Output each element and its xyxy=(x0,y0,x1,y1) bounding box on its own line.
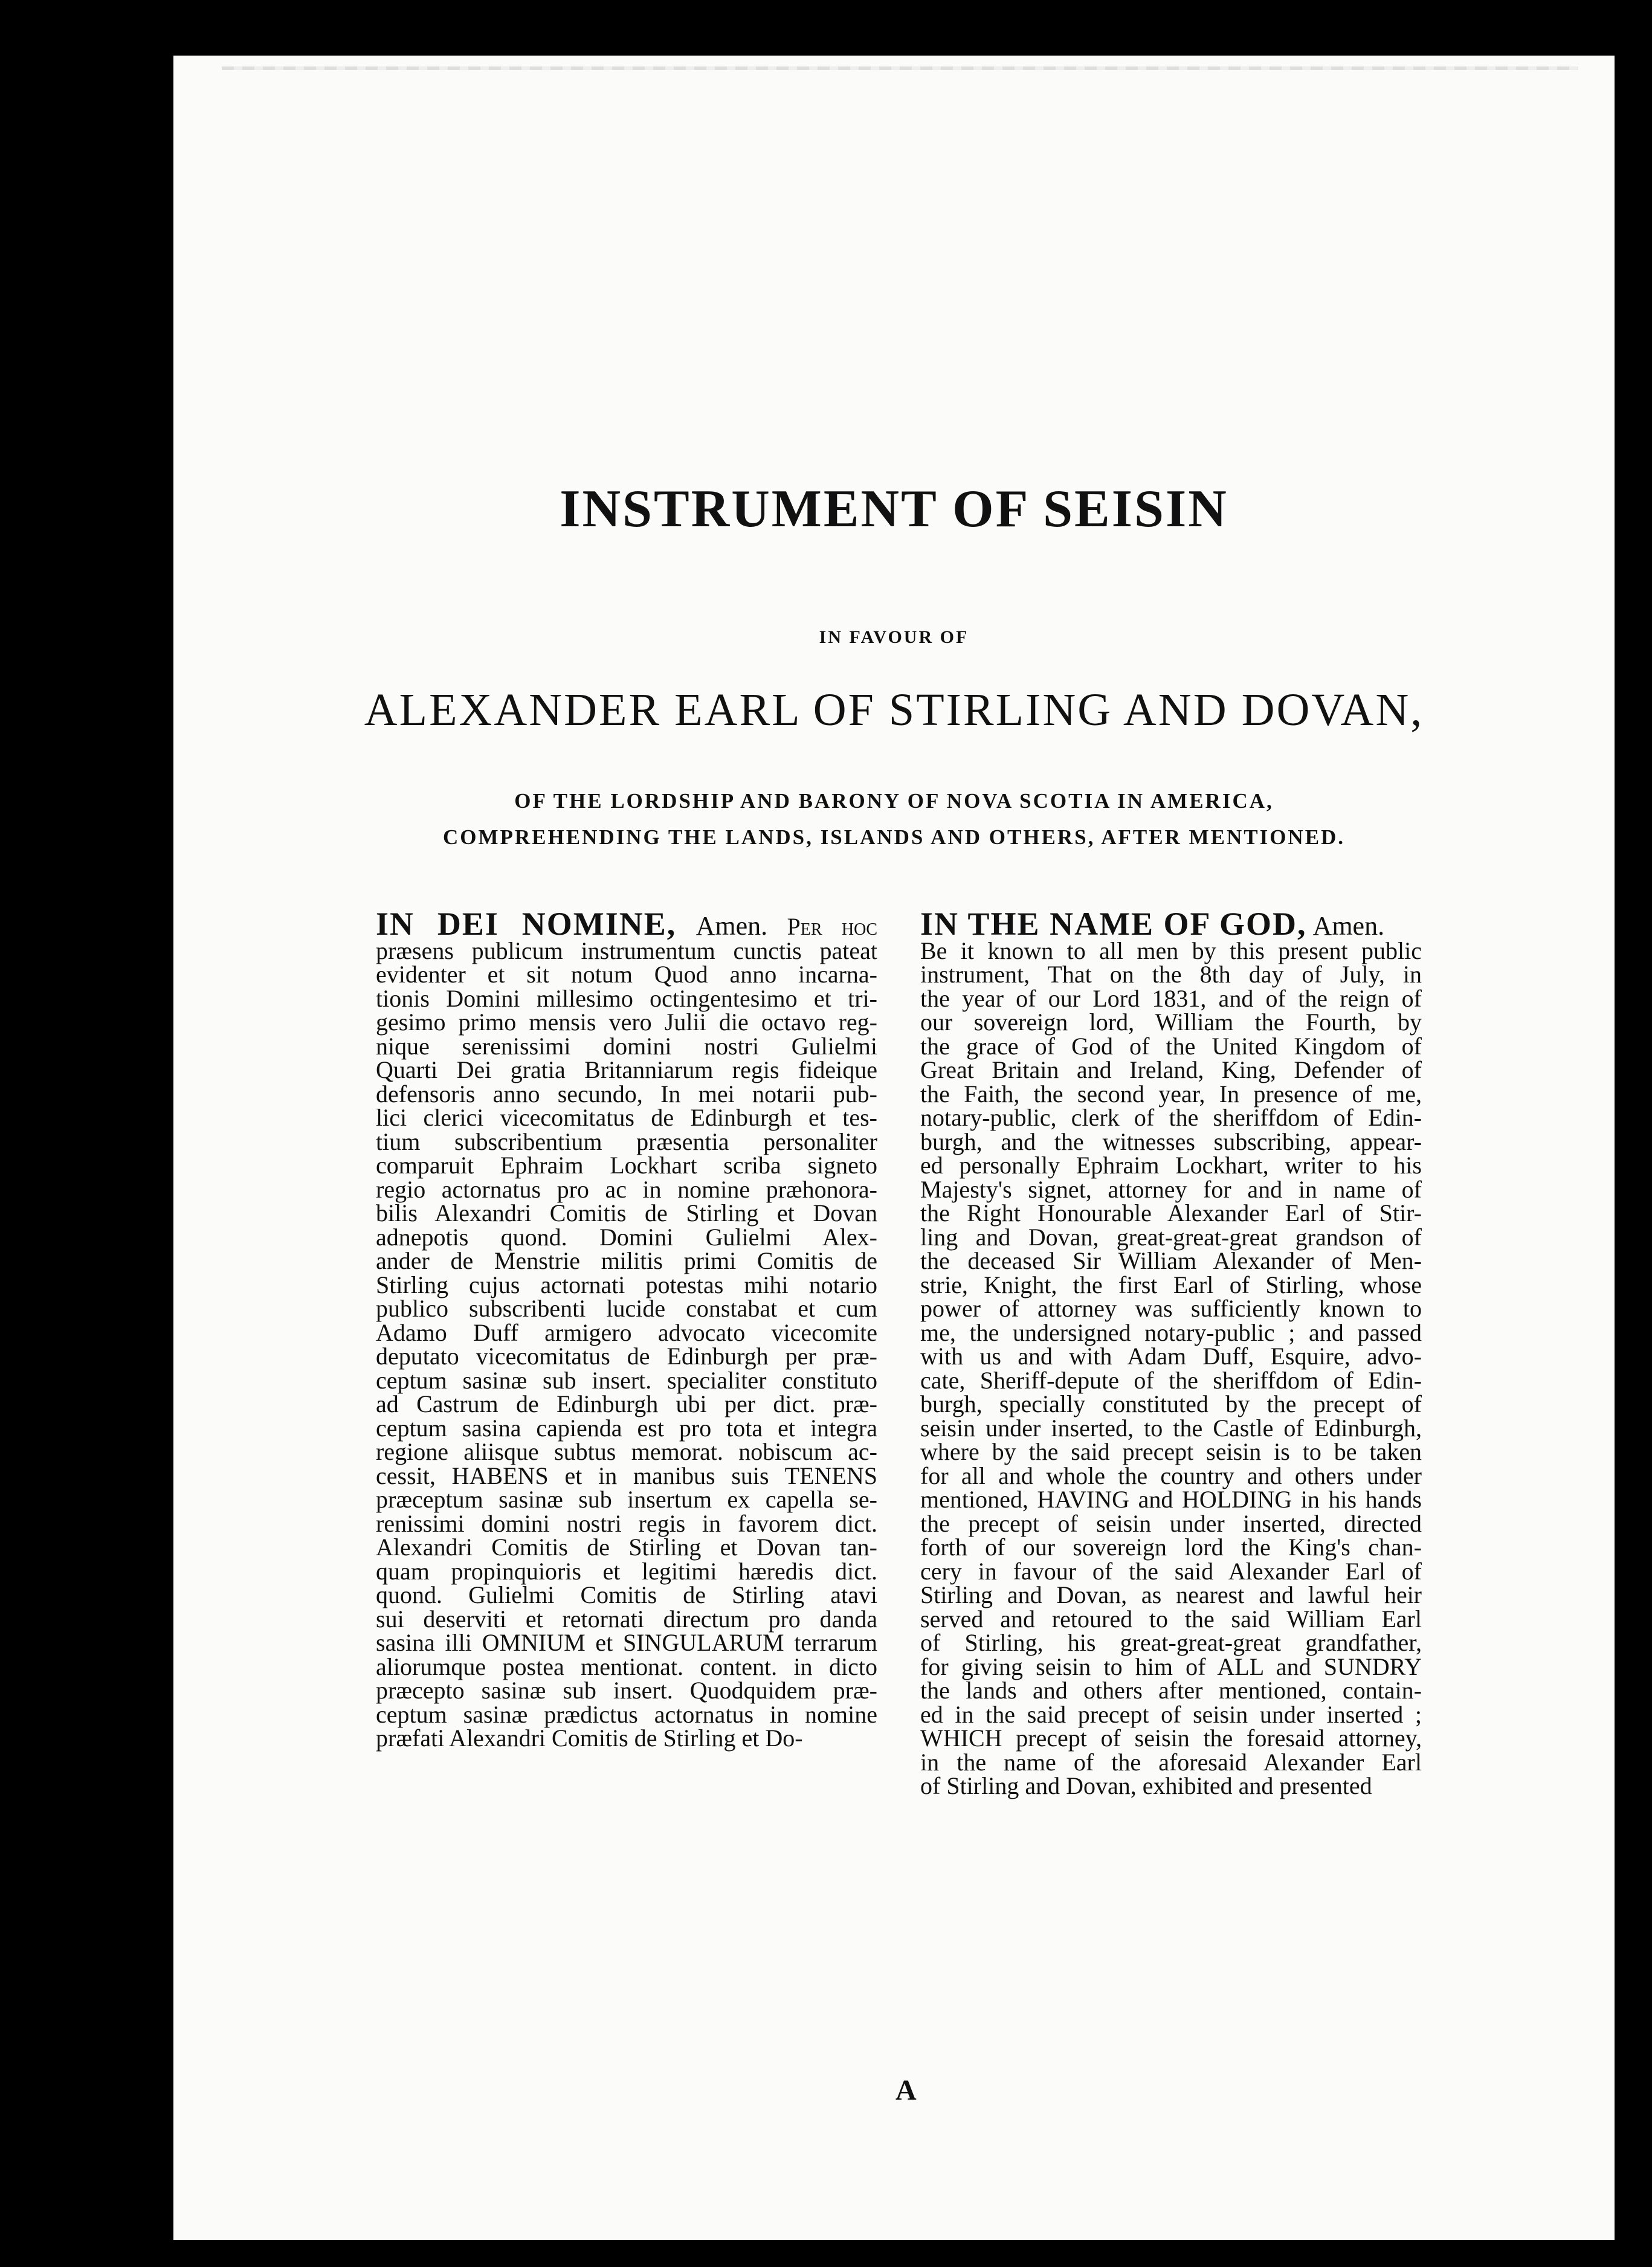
latin-column xyxy=(376,906,877,1752)
english-text-line: our sovereign lord, William the Fourth, by xyxy=(920,1008,1422,1036)
latin-text-line: aliorumque postea mentionat. content. in dicto xyxy=(376,1653,877,1680)
latin-text-line: defensoris anno secundo, In mei notarii pub- xyxy=(376,1080,877,1108)
latin-text-line: gesimo primo mensis vero Julii die octavo reg- xyxy=(376,1008,877,1036)
english-text-line: Great Britain and Ireland, King, Defender of xyxy=(920,1056,1422,1083)
in-favour-label: IN FAVOUR OF xyxy=(819,627,969,647)
english-text-line: forth of our sovereign lord the King's chan- xyxy=(920,1533,1422,1561)
document-page xyxy=(173,56,1615,2240)
english-text-line: mentioned, HAVING and HOLDING in his hands xyxy=(920,1486,1422,1513)
english-text-line: notary-public, clerk of the sheriffdom of Edin- xyxy=(920,1104,1422,1131)
english-text-line: of Stirling, his great-great-great grandfather, xyxy=(920,1629,1422,1656)
latin-text-line: tionis Domini millesimo octingentesimo et tri- xyxy=(376,984,877,1012)
latin-text-line: ceptum sasinæ prædictus actornatus in nomine xyxy=(376,1700,877,1728)
english-text-line: the lands and others after mentioned, contain- xyxy=(920,1677,1422,1704)
latin-text-line: quam propinquioris et legitimi hæredis dict. xyxy=(376,1557,877,1585)
english-text-line: Be it known to all men by this present public xyxy=(920,937,1422,964)
latin-text-line: nique serenissimi domini nostri Gulielmi xyxy=(376,1032,877,1060)
latin-text-line: renissimi domini nostri regis in favorem dict. xyxy=(376,1509,877,1537)
signature-mark: A xyxy=(895,2074,917,2106)
english-text-line: the Right Honourable Alexander Earl of Stir- xyxy=(920,1199,1422,1227)
latin-text-line: Alexandri Comitis de Stirling et Dovan tan- xyxy=(376,1533,877,1561)
english-text-line: Majesty's signet, attorney for and in name of xyxy=(920,1175,1422,1203)
english-text-line: for all and whole the country and others under xyxy=(920,1462,1422,1489)
english-text-line: ed in the said precept of seisin under inserted ; xyxy=(920,1700,1422,1728)
english-text-line: burgh, specially constituted by the precept of xyxy=(920,1390,1422,1417)
earl-title: ALEXANDER EARL OF STIRLING AND DOVAN, xyxy=(364,685,1424,735)
english-heading: IN THE NAME OF GOD, xyxy=(920,906,1307,942)
latin-text-line: præsens publicum instrumentum cunctis pateat xyxy=(376,937,877,964)
latin-text-line: tium subscribentium præsentia personaliter xyxy=(376,1127,877,1155)
latin-text-line: ander de Menstrie militis primi Comitis de xyxy=(376,1247,877,1274)
english-text-line: Stirling and Dovan, as nearest and lawful heir xyxy=(920,1581,1422,1608)
scan-edge-artifact xyxy=(222,66,1578,70)
english-text-line: seisin under inserted, to the Castle of Edinburgh, xyxy=(920,1414,1422,1442)
english-text-line: WHICH precept of seisin the foresaid attorney, xyxy=(920,1724,1422,1752)
subtitle xyxy=(173,783,1615,856)
english-text-line: burgh, and the witnesses subscribing, appear- xyxy=(920,1127,1422,1155)
latin-first-line-rest: Per hoc xyxy=(787,913,877,940)
english-text-line: the deceased Sir William Alexander of Men- xyxy=(920,1247,1422,1274)
english-text-line: instrument, That on the 8th day of July, in xyxy=(920,961,1422,988)
english-text-line: ed personally Ephraim Lockhart, writer to his xyxy=(920,1152,1422,1179)
latin-text-line: lici clerici vicecomitatus de Edinburgh et tes- xyxy=(376,1104,877,1131)
latin-heading: IN DEI NOMINE, xyxy=(376,906,677,942)
latin-text-line: publico subscribenti lucide constabat et cum xyxy=(376,1295,877,1322)
english-text-line: of Stirling and Dovan, exhibited and presented xyxy=(920,1772,1372,1799)
latin-text-line: sui deserviti et retornati directum pro danda xyxy=(376,1605,877,1633)
latin-text-line: præceptum sasinæ sub insertum ex capella se- xyxy=(376,1486,877,1513)
latin-text-line: ceptum sasinæ sub insert. specialiter constituto xyxy=(376,1366,877,1394)
latin-text-line: ceptum sasina capienda est pro tota et integra xyxy=(376,1414,877,1442)
latin-text-line: adnepotis quond. Domini Gulielmi Alex- xyxy=(376,1223,877,1251)
english-text-line: cate, Sheriff-depute of the sheriffdom of Edin- xyxy=(920,1366,1422,1394)
latin-text-line: Quarti Dei gratia Britanniarum regis fideique xyxy=(376,1056,877,1083)
latin-text-line: sasina illi OMNIUM et SINGULARUM terrarum xyxy=(376,1629,877,1656)
english-text-line: the Faith, the second year, In presence of me, xyxy=(920,1080,1422,1108)
english-text-line: served and retoured to the said William Earl xyxy=(920,1605,1422,1633)
latin-text-line: quond. Gulielmi Comitis de Stirling atavi xyxy=(376,1581,877,1608)
subtitle-line: COMPREHENDING THE LANDS, ISLANDS AND OTHERS, AFTER MENTIONED. xyxy=(442,825,1346,849)
english-text-line: strie, Knight, the first Earl of Stirling, whose xyxy=(920,1271,1422,1298)
latin-text-line: evidenter et sit notum Quod anno incarna- xyxy=(376,961,877,988)
english-text-line: where by the said precept seisin is to be taken xyxy=(920,1438,1422,1465)
english-text-line: the year of our Lord 1831, and of the reign of xyxy=(920,984,1422,1012)
latin-text-line: bilis Alexandri Comitis de Stirling et Dovan xyxy=(376,1199,877,1227)
english-text-line: for giving seisin to him of ALL and SUNDRY xyxy=(920,1653,1422,1680)
subtitle-line: OF THE LORDSHIP AND BARONY OF NOVA SCOTIA IN AMERICA, xyxy=(514,789,1274,813)
latin-text-line: ad Castrum de Edinburgh ubi per dict. præ- xyxy=(376,1390,877,1417)
english-text-line: ling and Dovan, great-great-great grandson of xyxy=(920,1223,1422,1251)
english-body xyxy=(920,939,1422,1798)
latin-text-line: comparuit Ephraim Lockhart scriba signeto xyxy=(376,1152,877,1179)
latin-text-line: præfati Alexandri Comitis de Stirling et Do- xyxy=(376,1724,803,1752)
english-text-line: power of attorney was sufficiently known to xyxy=(920,1295,1422,1322)
latin-text-line: Adamo Duff armigero advocato vicecomite xyxy=(376,1318,877,1346)
english-text-line: with us and with Adam Duff, Esquire, advo- xyxy=(920,1343,1422,1370)
latin-text-line: regione aliisque subtus memorat. nobiscum ac- xyxy=(376,1438,877,1465)
english-text-line: cery in favour of the said Alexander Earl of xyxy=(920,1557,1422,1585)
latin-text-line: deputato vicecomitatus de Edinburgh per præ- xyxy=(376,1343,877,1370)
latin-text-line: præcepto sasinæ sub insert. Quodquidem præ- xyxy=(376,1677,877,1704)
english-text-line: me, the undersigned notary-public ; and passed xyxy=(920,1318,1422,1346)
english-column xyxy=(920,906,1422,1799)
english-first-line xyxy=(920,906,1422,942)
english-text-line: the precept of seisin under inserted, directed xyxy=(920,1509,1422,1537)
latin-text-line: Stirling cujus actornati potestas mihi notario xyxy=(376,1271,877,1298)
latin-body xyxy=(376,939,877,1750)
english-amen: Amen. xyxy=(1312,911,1385,941)
english-text-line: the grace of God of the United Kingdom of xyxy=(920,1032,1422,1060)
english-text-line: in the name of the aforesaid Alexander Earl xyxy=(920,1748,1422,1776)
latin-text-line: cessit, HABENS et in manibus suis TENENS xyxy=(376,1462,877,1489)
latin-first-line xyxy=(376,906,877,942)
latin-text-line: regio actornatus pro ac in nomine præhonora- xyxy=(376,1175,877,1203)
latin-amen: Amen. xyxy=(695,911,768,941)
document-title: INSTRUMENT OF SEISIN xyxy=(560,480,1228,538)
